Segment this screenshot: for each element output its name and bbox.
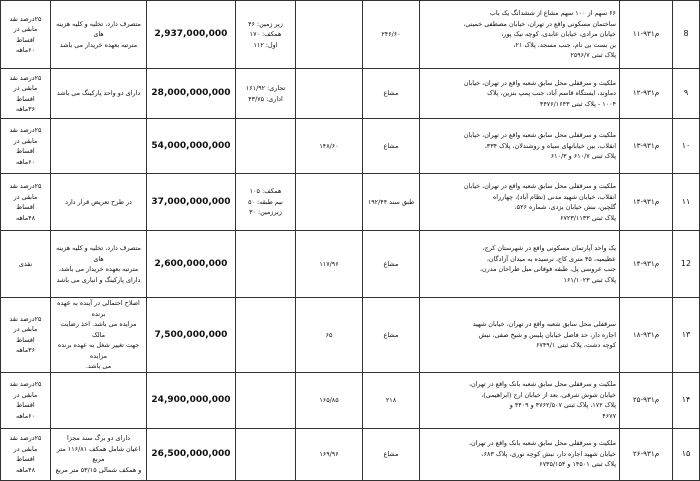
building-floors [236, 119, 296, 174]
building-floors-line: همکف: ۱۷۰ [249, 30, 282, 39]
payment-terms [1, 231, 51, 298]
ownership-share-text: مشاع [383, 259, 399, 268]
ownership-share-text: ۲۱۸ [385, 395, 397, 404]
base-price-text: 28,000,000,000 [151, 88, 231, 99]
payment-terms [1, 372, 51, 428]
payment-terms-line: مابقی در اقساط [13, 444, 38, 463]
property-code [620, 372, 673, 428]
table-body [1, 1, 700, 481]
building-floors-line: تجاری: ۱۶۱/۹۲ [245, 84, 286, 92]
row-number-text: 8 [683, 29, 689, 39]
property-code-text: م۹۳۱-۱۱ [632, 29, 660, 39]
land-area-text: ۱۴۸/۶۰ [319, 141, 339, 150]
building-floors-line: زیر زمین: ۴۶ [248, 19, 283, 28]
ownership-share [363, 428, 420, 480]
property-notes [51, 69, 147, 119]
row-number [673, 298, 700, 373]
base-price [147, 119, 236, 174]
property-description-line: پلاک ثبتی ۶۱۰/۷ و ۶۱۰/۳ [550, 152, 616, 161]
property-description-line: ملکیت و سرقفلی محل سابق شعبه واقع در تهران، خیابان [463, 182, 616, 190]
base-price [147, 69, 236, 119]
property-notes-line: و همکف شمالی ۵۳/۱۵ متر مربع [55, 465, 142, 474]
property-description [420, 428, 620, 480]
ownership-share [363, 1, 420, 69]
payment-terms-line: مابقی در اقساط [13, 25, 38, 44]
land-area [296, 298, 363, 373]
property-notes-line: دارای پارکینگ و انباری می باشد [56, 275, 141, 284]
property-code [620, 174, 673, 231]
row-number-text: ۱۳ [681, 329, 691, 339]
property-description [420, 69, 620, 119]
property-description-line: ۴۶۷۷ [602, 411, 616, 420]
property-description [420, 298, 620, 373]
ownership-share [363, 298, 420, 373]
property-description-line: سرقفلی محل سابق شعبه واقع در تهران، خیابان شهید [472, 320, 616, 328]
building-floors [236, 1, 296, 69]
ownership-share [363, 231, 420, 298]
payment-terms-line: مابقی در اقساط [13, 325, 38, 344]
property-notes-line: متصرف دارد، تخلیه و کلیه هزینه های [56, 19, 141, 39]
ownership-share-text: مشاع [383, 141, 399, 150]
property-notes [51, 428, 147, 480]
base-price [147, 298, 236, 373]
payment-terms-line: ۶۰ماهه [15, 157, 36, 166]
land-area [296, 428, 363, 480]
base-price [147, 231, 236, 298]
payment-terms-line: ۲۵درصد نقد [9, 182, 42, 190]
property-description-line: ملکیت و سرقفلی محل سابق شعبه واقع در تهران، خیابان [463, 131, 616, 140]
land-area-text: ۱۶۵/۸۵ [319, 395, 339, 404]
ownership-share [363, 69, 420, 119]
base-price-text: 2,937,000,000 [154, 29, 228, 40]
property-description-line: ملکیت و سرقفلی محل سابق شعبه بانک واقع در تهران، [468, 380, 616, 388]
payment-terms-line: ۶۰ماهه [15, 46, 36, 54]
property-notes [51, 174, 147, 231]
property-description-line: خیابان شهید اجاره دار، نبش کوچه نوری، پلاک ۶۸۳، [481, 449, 616, 458]
payment-terms-line: ۳۶ماهه [15, 105, 36, 113]
property-description-line: ۱۰۰۴ - پلاک ثبتی ۴۴۷۶/۱۶۴۳ [539, 99, 616, 108]
building-floors [236, 69, 296, 119]
payment-terms [1, 119, 51, 174]
table-row [1, 372, 700, 428]
land-area [296, 372, 363, 428]
ownership-share-text: مشاع [383, 449, 399, 458]
payment-terms-line: مابقی در اقساط [13, 390, 38, 409]
ownership-share-text: ۲۴۶/۶۰ [381, 30, 401, 39]
row-number-text: ۱۰ [681, 140, 691, 150]
property-notes-line: دارای دو واحد پارکینگ می باشد [56, 89, 141, 98]
building-floors-line: همکف: ۱۰۵ [249, 187, 282, 196]
property-description-line: پلاک ثبتی ۱۴۵۰۱ و ۶۷۳۵/۱۵۴ [539, 460, 616, 469]
table-row [1, 69, 700, 119]
property-description-line: پلاک ثبتی ۶۷۲۳/۱۱۳۳ [560, 213, 616, 222]
building-floors [236, 428, 296, 480]
ownership-share-text: طبق سند ۱۹۲/۴۴ [367, 197, 415, 206]
property-notes-line: در طرح تعریض قرار دارد [65, 197, 132, 206]
property-description-line: گلچین، نبش خیابان یزدی، شماره ۵۲۶، [514, 203, 616, 211]
ownership-share [363, 372, 420, 428]
payment-terms-line: ۶۰ماهه [15, 411, 36, 420]
payment-terms-line: مابقی در اقساط [13, 84, 38, 103]
property-description-line: انقلاب، بین خیابانهای سیاه و روشندلان، پلاک ۳۳۴، [484, 141, 616, 150]
property-description-line: خیابان شوش شرقی، بعد از خیابان ارج (ابراهیمی)، [481, 390, 616, 399]
row-number [673, 69, 700, 119]
property-notes [51, 372, 147, 428]
property-description-line: عظیمیه، ۴۵ متری کاج، نرسیده به میدان آزادگان، [486, 254, 616, 263]
row-number [673, 1, 700, 69]
payment-terms [1, 174, 51, 231]
row-number [673, 174, 700, 231]
base-price-text: 7,500,000,000 [154, 329, 228, 340]
property-code [620, 119, 673, 174]
property-notes-line: مزایده می باشد. اخذ رضایت مالک [60, 320, 137, 339]
building-floors [236, 174, 296, 231]
property-description-line: پلاک ثبتی ۱۶۱/۱۰۲۳ [563, 275, 616, 284]
base-price-text: 24,900,000,000 [151, 394, 231, 405]
property-description-line: انقلاب، خیابان شهید مدنی (نظام آباد)، چهارراه [492, 192, 616, 201]
property-notes-line: اعیان شامل همکف ۱۱۶/۸۱ متر مربع [56, 444, 141, 463]
property-description [420, 372, 620, 428]
table-row [1, 119, 700, 174]
base-price [147, 1, 236, 69]
property-description [420, 231, 620, 298]
land-area-text: ۱۶۹/۹۶ [319, 449, 339, 458]
payment-terms [1, 428, 51, 480]
building-floors-line: اداری: ۴۳/۷۵ [248, 94, 283, 103]
building-floors [236, 372, 296, 428]
row-number-text: ۹ [683, 88, 689, 98]
land-area [296, 174, 363, 231]
property-notes-line: مترتبه بعهده خریدار می باشد [59, 40, 138, 49]
property-description [420, 174, 620, 231]
property-code [620, 69, 673, 119]
property-code [620, 298, 673, 373]
property-description-line: دماوند، ایستگاه قاسم آباد، جنب پمپ بنزین، پلاک [487, 89, 616, 98]
base-price [147, 428, 236, 480]
payment-terms-line: ۲۵درصد نقد [9, 314, 42, 323]
property-notes-line: متصرف دارد، تخلیه و کلیه هزینه های [56, 244, 141, 263]
property-notes-line: مترتبه بعهده خریدار می باشد، [58, 265, 139, 273]
payment-terms-line: ۴۸ماهه [15, 465, 36, 474]
land-area [296, 69, 363, 119]
building-floors-line: اول: ۱۱۲ [253, 40, 278, 49]
property-description-line: ۶۶ سهم از ۱۰۰ سهم مشاع از ششدانگ یک باب [489, 9, 616, 18]
ownership-share [363, 174, 420, 231]
property-description-line: ملکیت و سرقفلی محل سابق شعبه واقع در تهران، خیابان [463, 78, 616, 87]
property-notes [51, 231, 147, 298]
row-number [673, 372, 700, 428]
base-price-text: 54,000,000,000 [151, 140, 231, 151]
building-floors-line: زیرزمین: ۳۰ [249, 208, 282, 217]
row-number [673, 428, 700, 480]
row-number [673, 231, 700, 298]
row-number-text: ۱۴ [681, 394, 691, 404]
payment-terms-line: مابقی در اقساط [13, 192, 38, 211]
table-row [1, 231, 700, 298]
building-floors-line: نیم طبقه: ۵۰ [248, 197, 283, 206]
property-code [620, 428, 673, 480]
table-row [1, 1, 700, 69]
payment-terms [1, 69, 51, 119]
row-number-text: ۱۵ [681, 448, 691, 458]
land-area [296, 119, 363, 174]
row-number-text: ۱۱ [681, 196, 691, 206]
property-code-text: م۹۳۱-۱۴ [632, 196, 660, 206]
payment-terms-line: ۲۵درصد نقد [9, 73, 42, 82]
building-floors [236, 231, 296, 298]
property-notes-line: جهت تغییر شغل به عهده برنده مزایده [57, 341, 140, 360]
payment-terms-line: ۲۵درصد نقد [9, 126, 42, 134]
property-description [420, 119, 620, 174]
property-notes [51, 1, 147, 69]
property-notes-line: می باشد. [85, 362, 112, 370]
property-description-line: بن بست بی نام، جنب مسجد، پلاک ۲۱، [513, 40, 616, 49]
payment-terms-line: ۲۵درصد نقد [9, 434, 42, 442]
property-description-line: پلاک ثبتی ۲۵۹۶/۷ [570, 51, 616, 60]
property-notes-line: دارای دو برگ سند مجزا [66, 434, 131, 442]
property-code [620, 231, 673, 298]
ownership-share-text: مشاع [383, 89, 399, 98]
property-description-line: خیابان مرادی، خیابان عابدی، کوچه نیک پور، [501, 30, 616, 39]
row-number-text: 12 [680, 258, 692, 268]
property-code-text: م۹۳۱-۲۶ [632, 448, 660, 458]
payment-terms [1, 1, 51, 69]
property-code-text: م۹۳۱-۱۴ [632, 258, 660, 268]
ownership-share [363, 119, 420, 174]
payment-terms-line: نقدی [18, 259, 33, 268]
payment-terms-line: ۲۵درصد نقد [9, 14, 42, 23]
property-description-line: ساختمان مسکونی واقع در تهران، خیابان مصطفی خمینی، [463, 19, 616, 28]
property-description-line: اجاره دار، حد فاصل خیابان پلیس و شیخ صفی، نبش [478, 330, 616, 339]
payment-terms-line: ۴۸ماهه [15, 213, 36, 222]
building-floors [236, 298, 296, 373]
base-price-text: 37,000,000,000 [151, 196, 231, 207]
payment-terms-line: ۳۶ماهه [15, 346, 36, 355]
row-number [673, 119, 700, 174]
property-notes [51, 298, 147, 373]
property-description-line: کوچه دشت، پلاک ثبتی ۶۷۴۹/۱ [536, 341, 616, 349]
property-notes-line: اصلاح احتمالی در آینده به عهده برنده [57, 299, 140, 318]
payment-terms-line: مابقی در اقساط [13, 136, 38, 155]
property-description-line: جنب عروسی پل، طبقه فوقانی مبل طراحان مدرن، [479, 265, 616, 273]
land-area [296, 1, 363, 69]
base-price [147, 372, 236, 428]
property-description-line: یک واحد آپارتمان مسکونی واقع در شهرستان کرج، [482, 244, 616, 252]
table-row [1, 174, 700, 231]
table-row [1, 298, 700, 373]
base-price-text: 2,600,000,000 [154, 258, 228, 269]
property-description [420, 1, 620, 69]
property-code-text: م۹۳۱-۱۲ [632, 88, 660, 98]
property-code [620, 1, 673, 69]
table-row [1, 428, 700, 480]
payment-terms [1, 298, 51, 373]
property-code-text: م۹۳۱-۲۵ [632, 394, 660, 404]
land-area-text: ۶۵ [325, 330, 333, 339]
land-area [296, 231, 363, 298]
ownership-share-text: مشاع [383, 330, 399, 339]
property-notes [51, 119, 147, 174]
base-price [147, 174, 236, 231]
land-area-text: ۱۱۷/۹۶ [319, 259, 339, 268]
property-description-line: ملکیت و سرقفلی محل سابق شعبه بانک واقع در تهران، [468, 439, 616, 448]
property-code-text: م۹۳۱-۱۳ [632, 140, 660, 150]
base-price-text: 26,500,000,000 [151, 448, 231, 459]
property-description-line: پلاک ۱۷۲، پلاک ثبتی ۴۷۶۲/۵۰۷ و ۴۴۰۹ و [509, 401, 616, 409]
payment-terms-line: ۲۵درصد نقد [9, 380, 42, 388]
property-code-text: م۹۳۱-۱۸ [632, 329, 660, 339]
